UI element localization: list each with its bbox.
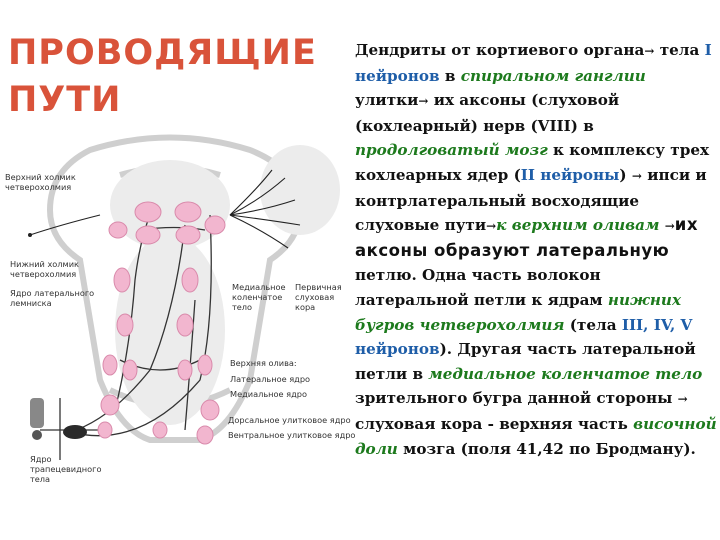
nucleus-cochlear-right [201, 400, 219, 420]
text-medulla: продолговатый мозг [355, 141, 548, 160]
label-upper-colliculus-2: четверохолмия [5, 182, 72, 192]
cochlea-shape [30, 398, 44, 428]
label-olive-title: Верхняя олива: [230, 358, 297, 368]
label-upper-colliculus-1: Верхний холмик [5, 172, 76, 182]
text-s21: зрительного бугра данной стороны [355, 389, 678, 408]
text-s24: мозга (поля 41,42 по Бродману). [397, 439, 696, 458]
arrow-4: → [486, 219, 497, 234]
ganglion-node [63, 425, 87, 439]
label-lower-colliculus-1: Нижний холмик [10, 259, 79, 269]
arrow-1: → [644, 44, 655, 58]
text-s19: ). Другая часть латеральной петли в [355, 340, 696, 383]
label-cortex-2: слуховая [295, 292, 335, 302]
nucleus-lemniscus-right [182, 268, 198, 292]
text-inferior-colliculi: нижних бугров четверохолмия [355, 290, 682, 334]
text-s17: (тела [564, 315, 622, 334]
text-neurons-2: II нейроны [520, 165, 620, 184]
text-geniculate-body: медиальное коленчатое тело [428, 364, 703, 383]
arrow-6: → [677, 392, 688, 407]
nucleus-lower-colliculus-left [136, 226, 160, 244]
nucleus-olive-right-2 [198, 355, 212, 375]
label-dorsal-cochlear: Дорсальное улитковое ядро [228, 415, 351, 425]
label-lower-colliculus-2: четверохолмия [10, 269, 77, 279]
label-cortex-1: Первичная [295, 282, 342, 292]
label-olive-lateral: Латеральное ядро [230, 374, 311, 384]
nucleus-trapezoid-left [98, 422, 112, 438]
label-cortex-3: кора [295, 302, 316, 312]
nucleus-olive-left [103, 355, 117, 375]
spiral-ganglion [30, 398, 87, 440]
text-neurons-3: III, IV, V нейронов [355, 315, 693, 359]
nucleus-upper-colliculus-right [175, 202, 201, 222]
nucleus-lemniscus-left [114, 268, 130, 292]
text-s02: тела [659, 41, 705, 59]
nucleus-lemniscus-left-2 [117, 314, 133, 336]
text-s07: их аксоны (слуховой (кохлеарный) нерв (VIII) в [355, 91, 620, 135]
label-geniculate-1: Медиальное [232, 282, 286, 292]
nucleus-geniculate-right [205, 216, 225, 234]
auditory-pathway-diagram [0, 130, 355, 525]
nucleus-geniculate-left [109, 222, 127, 238]
nucleus-upper-colliculus-left [135, 202, 161, 222]
text-neurons-1: I нейронов [355, 41, 712, 85]
text-s14: их аксоны образуют латеральную [355, 215, 699, 260]
label-lemniscus-nucleus-2: лемниска [10, 298, 52, 308]
nucleus-trapezoid-right [197, 426, 213, 444]
text-s11: ) [619, 165, 627, 184]
text-spiral-ganglion: спиральном ганглии [460, 66, 646, 85]
text-s09: к комплексу трех кохлеарных ядер ( [355, 141, 710, 184]
text-s22: слуховая кора - верхняя часть [355, 414, 634, 433]
label-trapezoid-2: трапецевидного [30, 464, 102, 474]
label-trapezoid-1: Ядро [30, 454, 52, 464]
text-superior-olive: к верхним оливам [496, 216, 660, 235]
leader-dots [28, 233, 32, 237]
label-olive-medial: Медиальное ядро [230, 389, 307, 399]
text-s15: петлю. Одна часть волокон латеральной петли к ядрам [355, 266, 608, 309]
nucleus-trapezoid-mid [153, 422, 167, 438]
text-s06: улитки [355, 91, 419, 110]
label-geniculate-2: коленчатое [232, 292, 283, 302]
title-line-1: ПРОВОДЯЩИЕ [8, 33, 317, 73]
nucleus-cochlear-left [101, 395, 119, 415]
title-line-2: ПУТИ [8, 80, 122, 120]
nucleus-lemniscus-right-2 [177, 314, 193, 336]
nucleus-olive-left-2 [123, 360, 137, 380]
arrow-3: → [631, 168, 642, 183]
label-geniculate-3: тело [232, 302, 253, 312]
label-lemniscus-nucleus-1: Ядро латерального [10, 288, 95, 298]
nucleus-lower-colliculus-right [176, 226, 200, 244]
label-trapezoid-3: тела [30, 474, 51, 484]
diagram-svg [0, 130, 355, 525]
nucleus-olive-right [178, 360, 192, 380]
text-s04: в [439, 66, 461, 85]
description-text [355, 38, 717, 461]
slide-title [8, 30, 353, 124]
label-ventral-cochlear: Вентральное улитковое ядро [228, 430, 355, 440]
text-s12: ипси и контрлатеральный восходящие слуховые пути [355, 165, 707, 235]
text-s01: Дендриты от кортиевого органа [355, 41, 645, 59]
arrow-2: → [418, 94, 429, 109]
arrow-5: → [664, 219, 675, 234]
text-temporal-lobe: височной доли [355, 414, 717, 458]
